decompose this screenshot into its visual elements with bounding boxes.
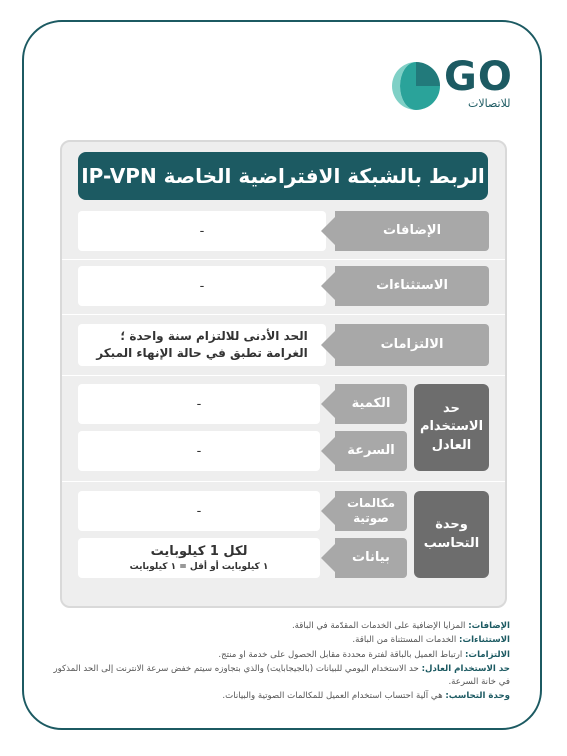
row-separator xyxy=(62,481,505,482)
note-additions: الإضافات: المزايا الإضافية على الخدمات المقدّمة في الباقة. xyxy=(291,621,510,631)
row-separator xyxy=(62,259,505,260)
fair-use-speed-label: السرعة xyxy=(335,431,407,471)
billing-data-sub: ١ كيلوبايت أو أقل = ١ كيلوبايت xyxy=(129,562,269,572)
row-separator xyxy=(62,375,505,376)
exceptions-value: - xyxy=(78,266,326,306)
commitments-label: الالتزامات xyxy=(335,324,489,366)
billing-unit-group-label: وحدة التحاسب xyxy=(414,491,489,578)
billing-data-label: بيانات xyxy=(335,538,407,578)
note-commitments: الالتزامات: ارتباط العميل بالباقة لفترة محددة مقابل الحصول على خدمة او منتج. xyxy=(218,649,510,660)
fair-use-group-label: حد الاستخدام العادل xyxy=(414,384,489,471)
go-logo xyxy=(384,56,514,116)
note-billing-unit: وحدة التحاسب: هي آلية احتساب استخدام العميل للمكالمات الصوتية والبيانات. xyxy=(222,691,510,702)
billing-data-value xyxy=(78,538,320,578)
fair-use-speed-value: - xyxy=(78,431,320,471)
row-separator xyxy=(62,314,505,315)
note-exceptions: الاستثناءات: الخدمات المستثناة من الباقة. xyxy=(352,635,510,646)
billing-voice-value: - xyxy=(78,491,320,531)
logo-subtitle: للاتصالات xyxy=(468,97,511,110)
page-title: الربط بالشبكة الافتراضية الخاصة IP-VPN xyxy=(78,152,488,200)
fair-use-quantity-value: - xyxy=(78,384,320,424)
fair-use-quantity-label: الكمية xyxy=(335,384,407,424)
billing-voice-label: مكالمات صوتية xyxy=(335,491,407,531)
commitments-value: الحد الأدنى للالتزام سنة واحدة ؛ الغرامة تطبق في حالة الإنهاء المبكر xyxy=(78,324,326,366)
definitions-notes xyxy=(40,620,510,705)
exceptions-label: الاستثناءات xyxy=(335,266,489,306)
additions-value: - xyxy=(78,211,326,251)
billing-data-main: لكل 1 كيلوبايت xyxy=(150,544,248,559)
go-logo-icon xyxy=(390,60,442,112)
logo-brand-text: GO xyxy=(444,54,513,100)
note-fair-use: حد الاستخدام العادل: حد الاستخدام اليومي للبيانات (بالجيجابايت) والذي بتجاوزه سيتم خفض سرعة الانترنت إلى الحد المذكور في خانة السرعة. xyxy=(53,664,510,687)
additions-label: الإضافات xyxy=(335,211,489,251)
